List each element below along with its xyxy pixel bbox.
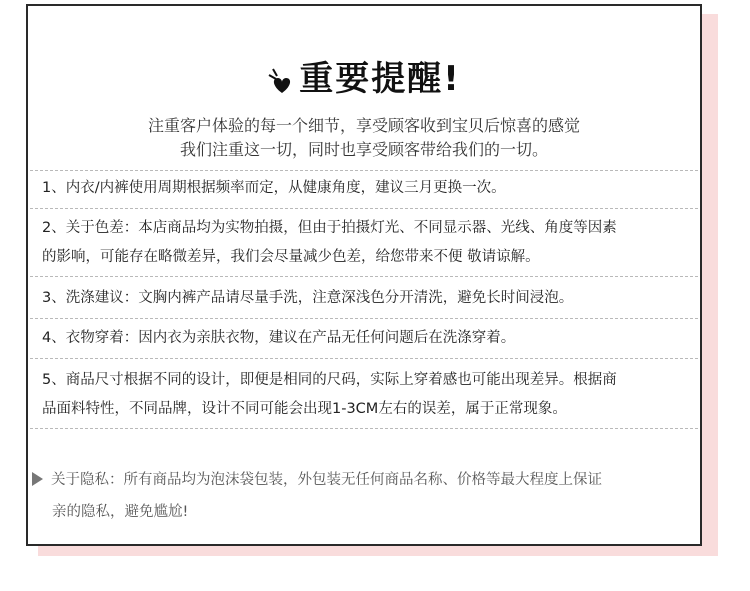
divider: [30, 318, 698, 319]
privacy-line-1: 关于隐私：所有商品均为泡沫袋包装，外包装无任何商品名称、价格等最大程度上保证: [51, 472, 602, 488]
divider: [30, 208, 698, 209]
item-3-line-1: 3、洗涤建议：文胸内裤产品请尽量手洗，注意深浅色分开清洗，避免长时间浸泡。: [42, 290, 574, 306]
notice-item-4: [42, 324, 692, 353]
item-5-line-2: 品面料特性，不同品牌，设计不同可能会出现1-3CM左右的误差，属于正常现象。: [42, 401, 567, 417]
item-1-line-1: 1、内衣/内裤使用周期根据频率而定，从健康角度，建议三月更换一次。: [42, 180, 506, 196]
notice-item-2: [42, 214, 692, 272]
divider: [30, 428, 698, 429]
item-2-line-1: 2、关于色差：本店商品均为实物拍摄，但由于拍摄灯光、不同显示器、光线、角度等因素: [42, 220, 617, 236]
title-text: 重要提醒!: [299, 59, 461, 99]
notice-item-1: [42, 174, 692, 203]
heart-icon: [267, 66, 297, 96]
privacy-note: [32, 464, 687, 528]
triangle-right-icon: [32, 472, 43, 486]
item-5-line-1: 5、商品尺寸根据不同的设计，即便是相同的尺码，实际上穿着感也可能出现差异。根据商: [42, 372, 617, 388]
divider: [30, 358, 698, 359]
notice-item-3: [42, 284, 692, 313]
page-title: [28, 51, 700, 100]
divider: [30, 170, 698, 171]
divider: [30, 276, 698, 277]
intro-line-1: 注重客户体验的每一个细节，享受顾客收到宝贝后惊喜的感觉: [147, 116, 580, 135]
item-2-line-2: 的影响，可能存在略微差异，我们会尽量减少色差，给您带来不便 敬请谅解。: [42, 249, 540, 265]
intro-line-2: 我们注重这一切，同时也享受顾客带给我们的一切。: [179, 140, 548, 159]
notice-item-5: [42, 366, 692, 424]
item-4-line-1: 4、衣物穿着：因内衣为亲肤衣物，建议在产品无任何问题后在洗涤穿着。: [42, 330, 516, 346]
privacy-line-2: 亲的隐私，避免尴尬!: [52, 504, 189, 520]
notice-card: [26, 4, 702, 546]
